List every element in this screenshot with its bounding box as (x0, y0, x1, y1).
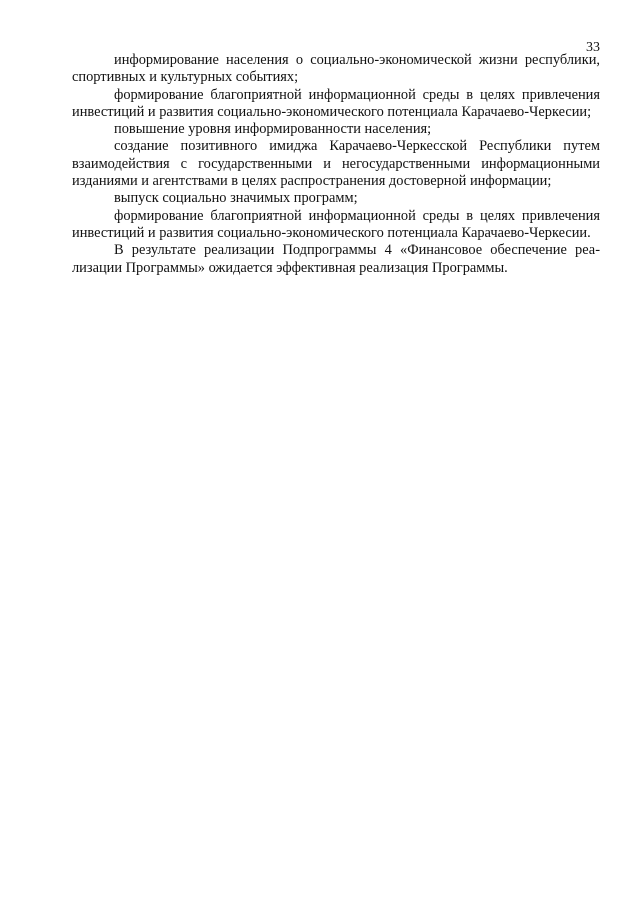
paragraph-awareness: повышение уровня информированности населения; (114, 121, 432, 138)
document-body (72, 52, 600, 277)
page-number: 33 (586, 40, 600, 55)
paragraph-informing-population: информирование населения о социально-экономической жизни республики, спортивных и культурных событиях; (72, 52, 600, 86)
paragraph-social-programs: выпуск социально значимых программ; (114, 190, 358, 207)
paragraph-positive-image: создание позитивного имиджа Карачаево-Черкесской Республики путем взаимодействия с государственными и негосударственными информационными изданиями и агентствами в целях распространения достоверной информации; (72, 138, 600, 190)
paragraph-investment-environment-repeat: формирование благоприятной информационной среды в целях привлечения инвестиций и развития социально-экономического потенциала Карачаево-Черкесии. (72, 207, 600, 241)
paragraph-subprogram-result: В результате реализации Подпрограммы 4 «Финансовое обеспечение реализации Программы» ожидается эффективная реализация Программы. (72, 242, 600, 276)
paragraph-investment-environment: формирование благоприятной информационной среды в целях привлечения инвестиций и развития социально-экономического потенциала Карачаево-Черкесии; (72, 86, 600, 120)
